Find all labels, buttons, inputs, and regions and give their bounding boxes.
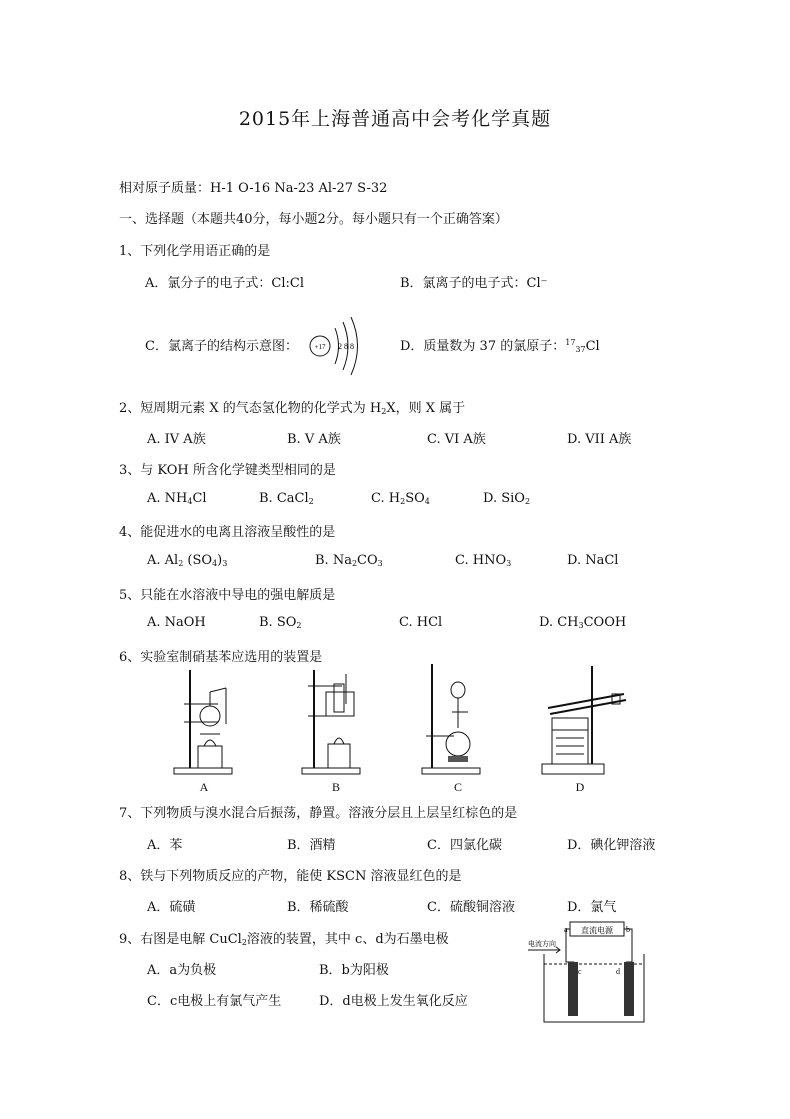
- q9-option-b: B．b为阳极: [319, 963, 389, 978]
- q5-d-pre: D. CH: [539, 615, 579, 630]
- q5-b-pre: B. SO: [259, 615, 297, 630]
- q4-option-a: [147, 553, 227, 568]
- apparatus-c-label: C: [453, 780, 462, 794]
- q4-b-mid: CO: [357, 553, 378, 568]
- q4-c-sub: 3: [506, 559, 512, 568]
- electrode-d-label: d: [616, 967, 620, 976]
- q3-option-a: [147, 491, 207, 506]
- q3-a-pre: A. NH: [147, 491, 188, 506]
- q1-option-d-prefix: D．质量数为 37 的氯原子：: [400, 339, 566, 354]
- q2-stem-prefix: 2、短周期元素 X 的气态氢化物的化学式为 H: [119, 401, 382, 416]
- electrolysis-cell-diagram: [520, 918, 660, 1026]
- q3-b-sub: 2: [308, 497, 314, 506]
- q4-option-d: D. NaCl: [567, 553, 619, 568]
- q5-option-d: [539, 615, 626, 630]
- q1-stem: 1、下列化学用语正确的是: [119, 244, 271, 259]
- q5-b-sub: 2: [296, 621, 302, 630]
- q5-option-a: A. NaOH: [147, 615, 206, 630]
- chloride-ion-structure-diagram: [308, 314, 378, 378]
- apparatus-d-label: D: [575, 780, 585, 794]
- q1-option-c: C．氯离子的结构示意图：: [145, 339, 298, 354]
- q9-stem-sub: 2: [241, 938, 247, 947]
- q9-option-d: D．d电极上发生氧化反应: [319, 994, 468, 1009]
- q4-a-pre: A. Al: [147, 553, 179, 568]
- q1-option-b: B．氯离子的电子式：Cl⁻: [400, 276, 548, 291]
- q8-option-a: A．硫磺: [147, 900, 196, 915]
- q4-a-post: ): [217, 553, 223, 568]
- q3-c-sub2: 4: [424, 497, 430, 506]
- q7-option-a: A．苯: [147, 838, 183, 853]
- q4-a-sub3: 3: [222, 559, 228, 568]
- q4-a-sub1: 2: [178, 559, 184, 568]
- q8-stem: 8、铁与下列物质反应的产物，能使 KSCN 溶液显红色的是: [119, 869, 462, 884]
- q4-a-sub2: 4: [212, 559, 218, 568]
- q7-option-d: D．碘化钾溶液: [567, 838, 656, 853]
- q3-b-pre: B. CaCl: [259, 491, 309, 506]
- q3-option-b: [259, 491, 314, 506]
- atomic-masses: 相对原子质量：H-1 O-16 Na-23 Al-27 S-32: [119, 181, 388, 196]
- q8-option-b: B．稀硫酸: [287, 900, 349, 915]
- q9-stem-pre: 9、右图是电解 CuCl: [119, 932, 242, 947]
- q3-d-pre: D. SiO: [483, 491, 525, 506]
- q5-option-b: [259, 615, 301, 630]
- q7-option-c: C．四氯化碳: [427, 838, 502, 853]
- q4-c-pre: C. HNO: [455, 553, 507, 568]
- q4-option-b: [315, 553, 383, 568]
- q2-option-a: A. IV A族: [147, 432, 206, 447]
- q5-d-post: COOH: [583, 615, 627, 630]
- q7-stem: 7、下列物质与溴水混合后振荡，静置。溶液分层且上层呈红棕色的是: [119, 806, 518, 821]
- q2-option-d: D. VII A族: [567, 432, 632, 447]
- q2-option-c: C. VI A族: [427, 432, 486, 447]
- atom-nucleus-label: +17: [314, 343, 326, 351]
- electrode-c-label: c: [578, 967, 582, 976]
- q3-c-sub1: 2: [400, 497, 406, 506]
- section-heading: 一、选择题（本题共40分，每小题2分。每小题只有一个正确答案）: [119, 212, 508, 227]
- apparatus-b-label: B: [331, 780, 340, 794]
- q5-stem: 5、只能在水溶液中导电的强电解质是: [119, 588, 336, 603]
- q1-option-d-sub: 37: [575, 345, 586, 354]
- terminal-b-label: b: [626, 925, 630, 934]
- q2-stem-sub: 2: [381, 407, 387, 416]
- q3-c-mid: SO: [405, 491, 425, 506]
- q3-option-d: [483, 491, 530, 506]
- apparatus-d-diagram: [538, 664, 628, 779]
- q5-option-c: C. HCl: [399, 615, 443, 630]
- q8-option-d: D．氯气: [567, 900, 617, 915]
- q4-option-c: [455, 553, 511, 568]
- q5-d-sub: 3: [578, 621, 584, 630]
- q4-b-sub1: 2: [351, 559, 358, 568]
- apparatus-a-diagram: [170, 664, 250, 779]
- q9-option-c: C．c电极上有氯气产生: [147, 994, 282, 1009]
- q3-a-sub: 4: [187, 497, 193, 506]
- q2-stem: [119, 397, 465, 416]
- q2-stem-suffix: X，则 X 属于: [386, 401, 466, 416]
- page-title: 2015年上海普通高中会考化学真题: [238, 108, 552, 130]
- apparatus-b-diagram: [298, 664, 378, 779]
- current-direction-label: 电流方向: [528, 940, 556, 948]
- q3-a-post: Cl: [192, 491, 207, 506]
- q1-option-a: A．氯分子的电子式：Cl:Cl: [145, 276, 304, 291]
- apparatus-figures: [170, 664, 630, 794]
- q7-option-b: B．酒精: [287, 838, 336, 853]
- q4-b-pre: B. Na: [315, 553, 352, 568]
- power-supply-label: 直流电源: [581, 926, 613, 935]
- q3-d-sub: 2: [524, 497, 531, 506]
- q2-option-b: B. V A族: [287, 432, 341, 447]
- q8-option-c: C．硫酸铜溶液: [427, 900, 515, 915]
- q3-c-pre: C. H: [371, 491, 401, 506]
- q9-option-a: A．a为负极: [147, 963, 217, 978]
- terminal-a-label: a: [564, 925, 568, 934]
- q3-stem: 3、与 KOH 所含化学键类型相同的是: [119, 463, 336, 478]
- q9-stem: [119, 928, 449, 947]
- q6-stem: 6、实验室制硝基苯应选用的装置是: [119, 650, 323, 665]
- q4-b-sub2: 3: [377, 559, 383, 568]
- q1-option-d-elem: Cl: [585, 339, 600, 354]
- q1-option-d: [400, 335, 600, 354]
- q3-option-c: [371, 491, 430, 506]
- apparatus-a-label: A: [199, 780, 209, 794]
- q4-stem: 4、能促进水的电离且溶液呈酸性的是: [119, 525, 336, 540]
- q1-option-d-sup: 17: [565, 338, 576, 347]
- apparatus-c-diagram: [418, 664, 498, 779]
- q9-stem-post: 溶液的装置，其中 c、d为石墨电极: [246, 932, 449, 947]
- atom-shells-label: 2 8 8: [338, 342, 354, 351]
- q4-a-mid: (SO: [183, 553, 213, 568]
